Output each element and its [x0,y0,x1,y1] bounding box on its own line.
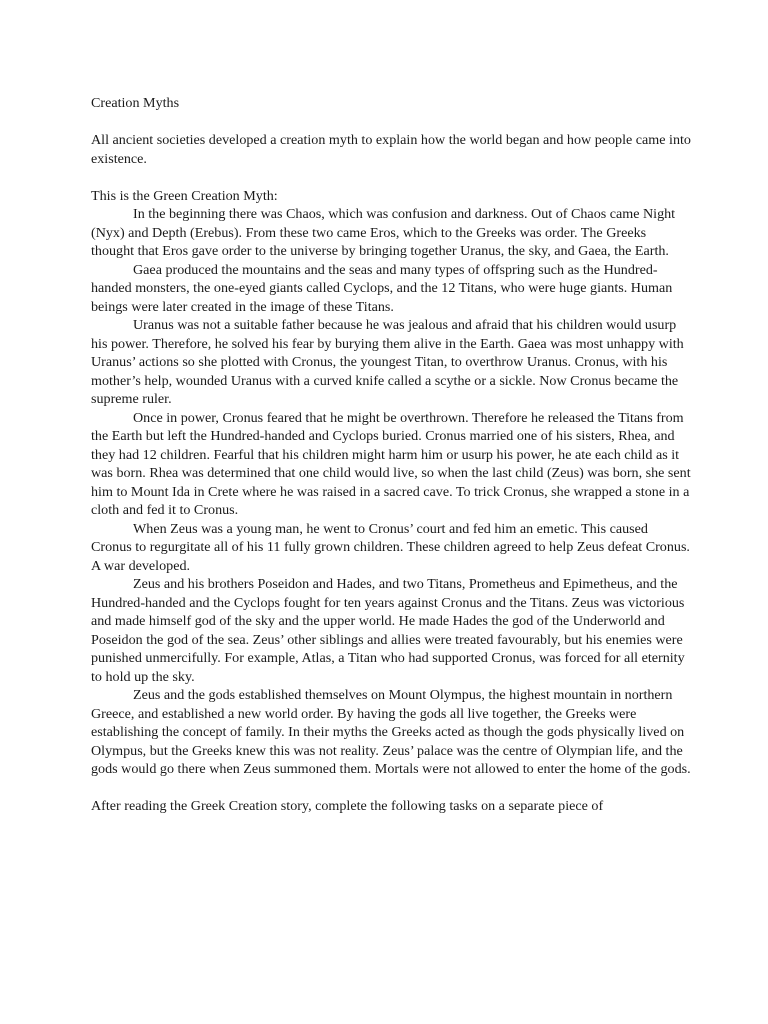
paragraph-olympus: Zeus and the gods established themselves on Mount Olympus, the highest mountain in northern Greece, and established a new world order. By having the gods all live together, the Greeks were establishing the concept of family. In their myths the Greeks acted as though the gods physically lived on Olympus, but the Greeks knew this was not reality. Zeus’ palace was the centre of Olympian life, and the gods would go there when Zeus summoned them. Mortals were not allowed to enter the home of the gods. [91,687,691,777]
document-title: Creation Myths [91,95,180,111]
intro-paragraph: All ancient societies developed a creation myth to explain how the world began and how people came into existence. [91,132,691,167]
tasks-instruction: After reading the Greek Creation story, complete the following tasks on a separate piece of [91,798,604,814]
paragraph-zeus-young: When Zeus was a young man, he went to Cronus’ court and fed him an emetic. This caused Cronus to regurgitate all of his 11 fully grown children. These children agreed to help Zeus defeat Cronus. A war developed. [91,520,690,574]
paragraph-gaea: Gaea produced the mountains and the seas and many types of offspring such as the Hundred-handed monsters, the one-eyed giants called Cyclops, and the 12 Titans, who were huge giants. Human beings were later created in the image of these Titans. [91,261,673,315]
paragraph-war: Zeus and his brothers Poseidon and Hades, and two Titans, Prometheus and Epimetheus, and the Hundred-handed and the Cyclops fought for ten years against Cronus and the Titans. Zeus was victorious and made himself god of the sky and the upper world. He made Hades the god of the Underworld and Poseidon the god of the sea. Zeus’ other siblings and allies were treated favourably, but his enemies were punished unmercifully. For example, Atlas, a Titan who had supported Cronus, was forced for all eternity to hold up the sky. [91,576,685,685]
myth-lead-line: This is the Green Creation Myth: [91,187,278,204]
document-body [91,94,691,816]
paragraph-uranus: Uranus was not a suitable father because he was jealous and afraid that his children would usurp his power. Therefore, he solved his fear by burying them alive in the Earth. Gaea was most unhappy with Uranus’ actions so she plotted with Cronus, the youngest Titan, to overthrow Uranus. Cronus, with his mother’s help, wounded Uranus with a curved knife called a scythe or a sickle. Now Cronus became the supreme ruler. [91,317,684,407]
paragraph-chaos: In the beginning there was Chaos, which was confusion and darkness. Out of Chaos came Night (Nyx) and Depth (Erebus). From these two came Eros, which to the Greeks was order. The Greeks thought that Eros gave order to the universe by bringing together Uranus, the sky, and Gaea, the Earth. [91,206,676,259]
paragraph-cronus: Once in power, Cronus feared that he might be overthrown. Therefore he released the Titans from the Earth but left the Hundred-handed and Cyclops buried. Cronus married one of his sisters, Rhea, and they had 12 children. Fearful that his children might harm him or usurp his power, he ate each child as it was born. Rhea was determined that one child would live, so when the last child (Zeus) was born, she sent him to Mount Ida in Crete where he was raised in a sacred cave. To trick Cronus, she wrapped a stone in a cloth and fed it to Cronus. [91,409,691,518]
